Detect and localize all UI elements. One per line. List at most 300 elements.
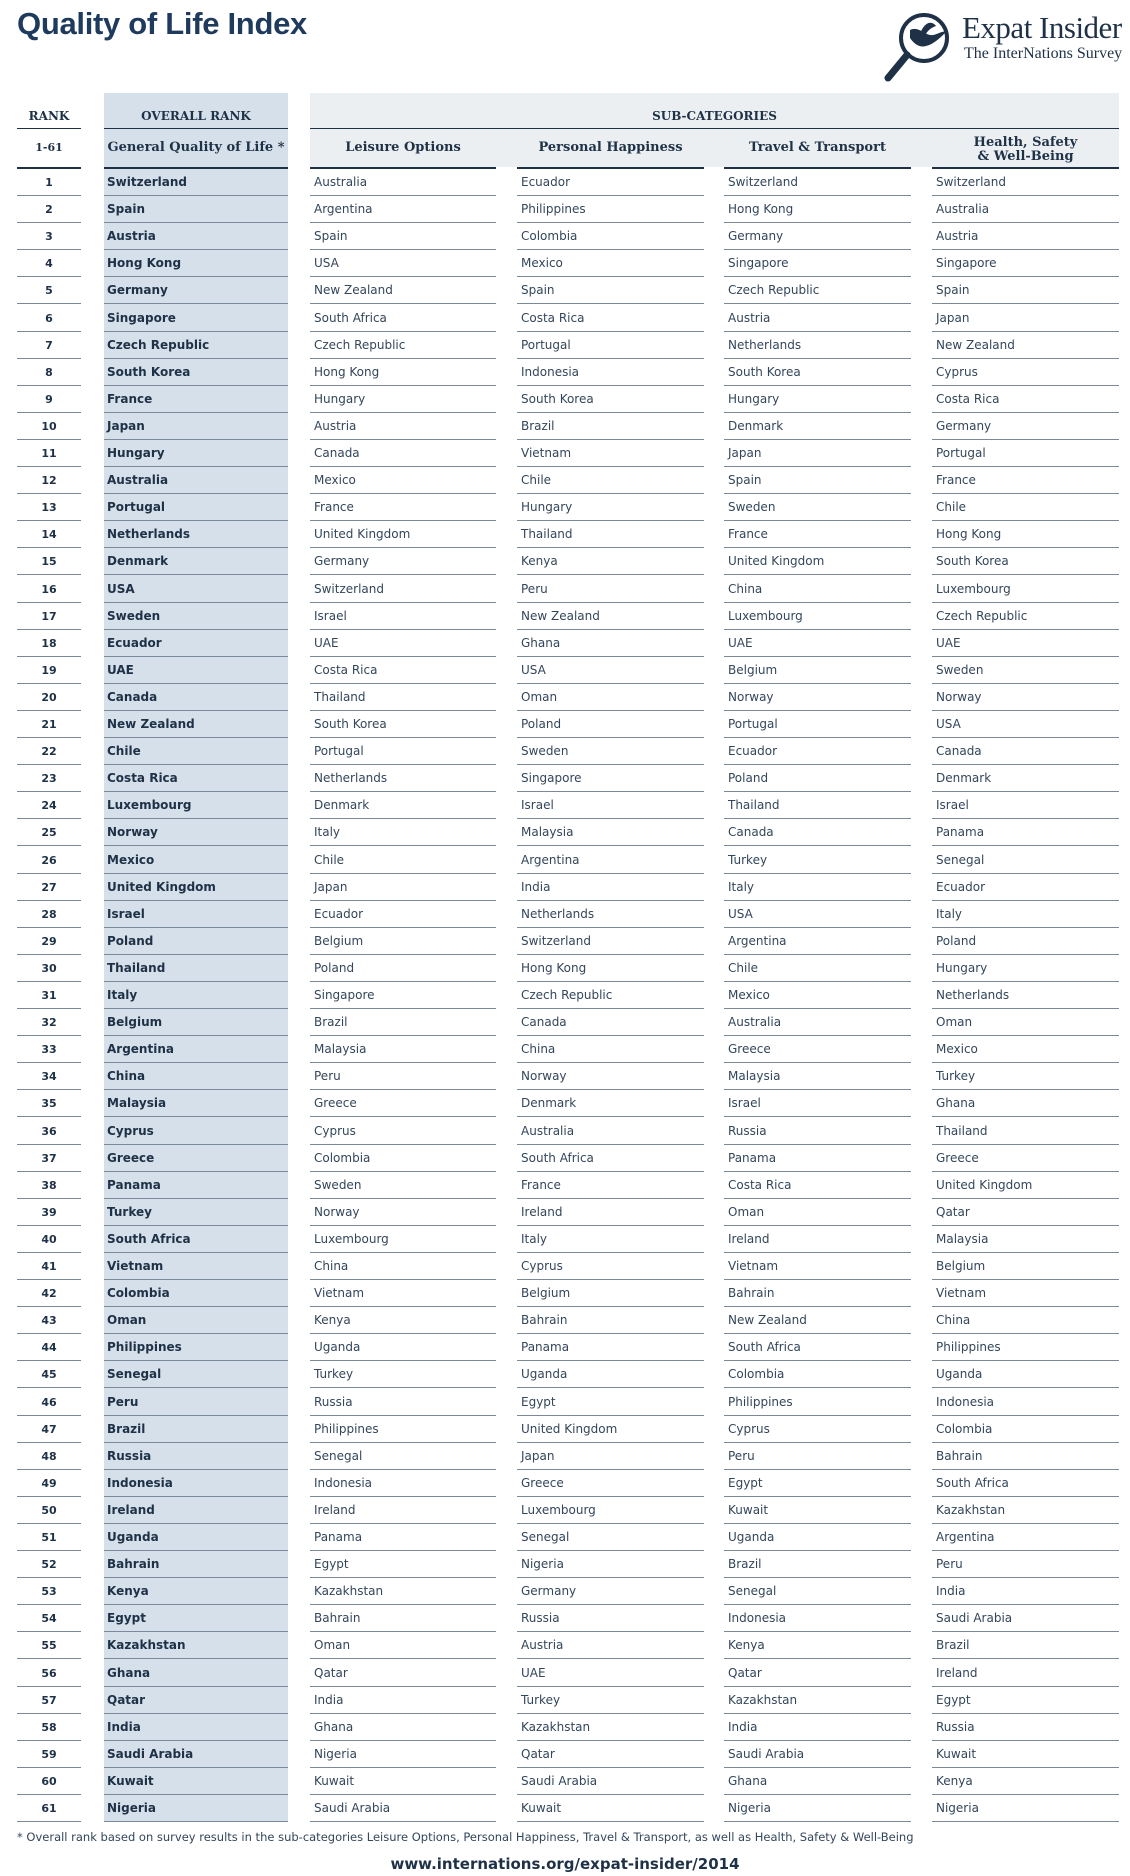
leisure-cell: United Kingdom [310, 521, 496, 548]
travel-cell: Ireland [724, 1226, 911, 1253]
happiness-cell: Australia [517, 1118, 704, 1145]
table-row [0, 1741, 1130, 1768]
leisure-cell: Poland [310, 955, 496, 982]
happiness-cell: Luxembourg [517, 1497, 704, 1524]
leisure-cell: Hong Kong [310, 359, 496, 386]
health-cell: Italy [932, 901, 1119, 928]
travel-cell: Poland [724, 765, 911, 792]
health-cell: Egypt [932, 1687, 1119, 1714]
travel-cell: Canada [724, 819, 911, 846]
table-row [0, 1145, 1130, 1172]
health-cell: Hong Kong [932, 521, 1119, 548]
happiness-cell: Indonesia [517, 359, 704, 386]
leisure-cell: UAE [310, 630, 496, 657]
overall-cell: Panama [104, 1172, 288, 1199]
rank-cell: 44 [17, 1334, 81, 1361]
travel-cell: Argentina [724, 928, 911, 955]
leisure-cell: Malaysia [310, 1036, 496, 1063]
overall-cell: Philippines [104, 1334, 288, 1361]
rank-cell: 15 [17, 548, 81, 575]
leisure-cell: India [310, 1687, 496, 1714]
happiness-cell: Israel [517, 792, 704, 819]
health-cell: United Kingdom [932, 1172, 1119, 1199]
leisure-cell: Philippines [310, 1416, 496, 1443]
leisure-cell: New Zealand [310, 277, 496, 304]
rank-cell: 5 [17, 277, 81, 304]
overall-cell: Saudi Arabia [104, 1741, 288, 1768]
travel-cell: Netherlands [724, 332, 911, 359]
travel-cell: South Korea [724, 359, 911, 386]
rank-cell: 11 [17, 440, 81, 467]
travel-cell: Thailand [724, 792, 911, 819]
table-row [0, 1172, 1130, 1199]
rank-cell: 21 [17, 711, 81, 738]
source-url[interactable]: www.internations.org/expat-insider/2014 [390, 1855, 740, 1873]
rank-cell: 22 [17, 738, 81, 765]
health-cell: Cyprus [932, 359, 1119, 386]
rank-cell: 45 [17, 1361, 81, 1388]
rank-cell: 17 [17, 603, 81, 630]
leisure-cell: Costa Rica [310, 657, 496, 684]
leisure-cell: Austria [310, 413, 496, 440]
rank-cell: 8 [17, 359, 81, 386]
health-cell: Mexico [932, 1036, 1119, 1063]
rank-cell: 39 [17, 1199, 81, 1226]
table-row [0, 819, 1130, 846]
overall-cell: Nigeria [104, 1795, 288, 1822]
happiness-cell: Switzerland [517, 928, 704, 955]
health-cell: South Korea [932, 548, 1119, 575]
overall-cell: South Korea [104, 359, 288, 386]
health-cell: Ireland [932, 1660, 1119, 1687]
happiness-cell: Kazakhstan [517, 1714, 704, 1741]
health-cell: Spain [932, 277, 1119, 304]
travel-cell: France [724, 521, 911, 548]
overall-cell: Japan [104, 413, 288, 440]
overall-cell: New Zealand [104, 711, 288, 738]
health-cell: South Africa [932, 1470, 1119, 1497]
table-row [0, 494, 1130, 521]
table-row [0, 1226, 1130, 1253]
travel-cell: Indonesia [724, 1605, 911, 1632]
leisure-cell: USA [310, 250, 496, 277]
overall-cell: Egypt [104, 1605, 288, 1632]
leisure-cell: Colombia [310, 1145, 496, 1172]
health-header [932, 136, 1119, 164]
leisure-header: Leisure Options [345, 140, 461, 155]
rank-cell: 27 [17, 874, 81, 901]
table-row [0, 630, 1130, 657]
travel-cell: Peru [724, 1443, 911, 1470]
health-cell: Poland [932, 928, 1119, 955]
leisure-cell: Uganda [310, 1334, 496, 1361]
happiness-cell: South Korea [517, 386, 704, 413]
overall-cell: Kazakhstan [104, 1632, 288, 1659]
rank-cell: 41 [17, 1253, 81, 1280]
table-row [0, 684, 1130, 711]
travel-cell: Kuwait [724, 1497, 911, 1524]
health-cell: Panama [932, 819, 1119, 846]
rank-cell: 2 [17, 196, 81, 223]
overall-cell: Czech Republic [104, 332, 288, 359]
table-row [0, 1036, 1130, 1063]
happiness-cell: Vietnam [517, 440, 704, 467]
happiness-cell: Canada [517, 1009, 704, 1036]
travel-cell: Spain [724, 467, 911, 494]
table-row [0, 792, 1130, 819]
happiness-cell: Cyprus [517, 1253, 704, 1280]
overall-cell: Oman [104, 1307, 288, 1334]
rank-cell: 42 [17, 1280, 81, 1307]
health-cell: India [932, 1578, 1119, 1605]
happiness-cell: Uganda [517, 1361, 704, 1388]
rank-cell: 55 [17, 1632, 81, 1659]
table-row [0, 1009, 1130, 1036]
overall-cell: Mexico [104, 847, 288, 874]
happiness-cell: France [517, 1172, 704, 1199]
travel-cell: Turkey [724, 847, 911, 874]
travel-cell: New Zealand [724, 1307, 911, 1334]
rank-cell: 29 [17, 928, 81, 955]
table-row [0, 305, 1130, 332]
overall-cell: Denmark [104, 548, 288, 575]
health-cell: China [932, 1307, 1119, 1334]
overall-cell: USA [104, 576, 288, 603]
leisure-cell: China [310, 1253, 496, 1280]
health-cell: Colombia [932, 1416, 1119, 1443]
travel-cell: United Kingdom [724, 548, 911, 575]
travel-cell: Denmark [724, 413, 911, 440]
travel-cell: Russia [724, 1118, 911, 1145]
happiness-cell: Portugal [517, 332, 704, 359]
rank-cell: 47 [17, 1416, 81, 1443]
overall-cell: Thailand [104, 955, 288, 982]
table-row [0, 250, 1130, 277]
health-cell: Austria [932, 223, 1119, 250]
health-cell: Greece [932, 1145, 1119, 1172]
table-row [0, 1253, 1130, 1280]
health-cell: Israel [932, 792, 1119, 819]
rank-cell: 54 [17, 1605, 81, 1632]
happiness-cell: USA [517, 657, 704, 684]
table-row [0, 169, 1130, 196]
health-cell: Costa Rica [932, 386, 1119, 413]
health-cell: Australia [932, 196, 1119, 223]
leisure-cell: Australia [310, 169, 496, 196]
health-header-line1: Health, Safety [973, 135, 1078, 150]
travel-cell: Ghana [724, 1768, 911, 1795]
leisure-cell: Israel [310, 603, 496, 630]
overall-cell: Indonesia [104, 1470, 288, 1497]
travel-cell: Bahrain [724, 1280, 911, 1307]
rank-cell: 34 [17, 1063, 81, 1090]
travel-cell: Qatar [724, 1660, 911, 1687]
leisure-cell: Luxembourg [310, 1226, 496, 1253]
leisure-cell: Greece [310, 1090, 496, 1117]
travel-cell: Japan [724, 440, 911, 467]
table-row [0, 928, 1130, 955]
rank-cell: 3 [17, 223, 81, 250]
table-row [0, 196, 1130, 223]
happiness-cell: Spain [517, 277, 704, 304]
overall-cell: France [104, 386, 288, 413]
table-row [0, 1063, 1130, 1090]
happiness-cell: Oman [517, 684, 704, 711]
table-row [0, 1361, 1130, 1388]
leisure-cell: Denmark [310, 792, 496, 819]
happiness-header: Personal Happiness [538, 140, 683, 155]
table-row [0, 386, 1130, 413]
rank-cell: 18 [17, 630, 81, 657]
rank-cell: 50 [17, 1497, 81, 1524]
happiness-cell: Poland [517, 711, 704, 738]
rank-cell: 46 [17, 1389, 81, 1416]
table-row [0, 1443, 1130, 1470]
rank-cell: 14 [17, 521, 81, 548]
table-row [0, 413, 1130, 440]
table-row [0, 1551, 1130, 1578]
health-cell: Kenya [932, 1768, 1119, 1795]
overall-cell: Peru [104, 1389, 288, 1416]
table-row [0, 603, 1130, 630]
table-row [0, 1632, 1130, 1659]
health-cell: New Zealand [932, 332, 1119, 359]
rank-cell: 56 [17, 1660, 81, 1687]
happiness-cell: Argentina [517, 847, 704, 874]
happiness-cell: Colombia [517, 223, 704, 250]
travel-cell: Philippines [724, 1389, 911, 1416]
overall-subheader: General Quality of Life * [107, 140, 285, 155]
overall-cell: Malaysia [104, 1090, 288, 1117]
travel-cell: Kazakhstan [724, 1687, 911, 1714]
leisure-cell: Qatar [310, 1660, 496, 1687]
expat-insider-logo [880, 8, 1123, 88]
overall-cell: Costa Rica [104, 765, 288, 792]
happiness-cell: Thailand [517, 521, 704, 548]
health-cell: Germany [932, 413, 1119, 440]
overall-cell: China [104, 1063, 288, 1090]
logo-subtitle: The InterNations Survey [964, 45, 1123, 62]
leisure-cell: Egypt [310, 1551, 496, 1578]
health-cell: Vietnam [932, 1280, 1119, 1307]
happiness-cell: Netherlands [517, 901, 704, 928]
leisure-cell: Panama [310, 1524, 496, 1551]
leisure-cell: Cyprus [310, 1118, 496, 1145]
table-row [0, 1389, 1130, 1416]
table-row [0, 847, 1130, 874]
leisure-cell: Russia [310, 1389, 496, 1416]
table-row [0, 1687, 1130, 1714]
leisure-cell: Kenya [310, 1307, 496, 1334]
overall-cell: Ecuador [104, 630, 288, 657]
happiness-cell: Denmark [517, 1090, 704, 1117]
leisure-cell: Senegal [310, 1443, 496, 1470]
health-cell: Kuwait [932, 1741, 1119, 1768]
overall-cell: Austria [104, 223, 288, 250]
table-row [0, 1578, 1130, 1605]
rank-cell: 9 [17, 386, 81, 413]
travel-cell: Italy [724, 874, 911, 901]
travel-cell: Egypt [724, 1470, 911, 1497]
health-cell: Ecuador [932, 874, 1119, 901]
rank-cell: 52 [17, 1551, 81, 1578]
table-row [0, 1497, 1130, 1524]
rank-cell: 38 [17, 1172, 81, 1199]
leisure-cell: Mexico [310, 467, 496, 494]
overall-cell: Colombia [104, 1280, 288, 1307]
page-title: Quality of Life Index [17, 6, 307, 41]
health-cell: Chile [932, 494, 1119, 521]
table-row [0, 1524, 1130, 1551]
travel-cell: Singapore [724, 250, 911, 277]
overall-cell: Vietnam [104, 1253, 288, 1280]
overall-cell: Sweden [104, 603, 288, 630]
leisure-cell: Czech Republic [310, 332, 496, 359]
health-cell: Japan [932, 305, 1119, 332]
happiness-cell: Chile [517, 467, 704, 494]
health-cell: Uganda [932, 1361, 1119, 1388]
health-cell: Philippines [932, 1334, 1119, 1361]
leisure-cell: Switzerland [310, 576, 496, 603]
rank-cell: 6 [17, 305, 81, 332]
travel-cell: Austria [724, 305, 911, 332]
health-cell: Belgium [932, 1253, 1119, 1280]
rank-cell: 19 [17, 657, 81, 684]
leisure-cell: Saudi Arabia [310, 1795, 496, 1822]
rank-cell: 36 [17, 1118, 81, 1145]
travel-cell: Ecuador [724, 738, 911, 765]
table-row [0, 765, 1130, 792]
happiness-cell: Norway [517, 1063, 704, 1090]
rank-cell: 25 [17, 819, 81, 846]
travel-cell: Uganda [724, 1524, 911, 1551]
health-cell: Thailand [932, 1118, 1119, 1145]
rank-cell: 32 [17, 1009, 81, 1036]
table-row [0, 955, 1130, 982]
travel-cell: Saudi Arabia [724, 1741, 911, 1768]
travel-cell: Israel [724, 1090, 911, 1117]
travel-cell: Luxembourg [724, 603, 911, 630]
table-row [0, 1199, 1130, 1226]
logo-title: Expat Insider [962, 10, 1122, 45]
table-row [0, 1334, 1130, 1361]
health-cell: Oman [932, 1009, 1119, 1036]
health-cell: Brazil [932, 1632, 1119, 1659]
overall-cell: Israel [104, 901, 288, 928]
happiness-cell: Malaysia [517, 819, 704, 846]
overall-cell: Kuwait [104, 1768, 288, 1795]
rank-cell: 16 [17, 576, 81, 603]
overall-cell: Argentina [104, 1036, 288, 1063]
happiness-cell: New Zealand [517, 603, 704, 630]
overall-cell: India [104, 1714, 288, 1741]
travel-cell: USA [724, 901, 911, 928]
table-row [0, 1118, 1130, 1145]
table-row [0, 1307, 1130, 1334]
travel-header: Travel & Transport [749, 140, 886, 155]
table-row [0, 277, 1130, 304]
happiness-cell: Kenya [517, 548, 704, 575]
leisure-cell: Kazakhstan [310, 1578, 496, 1605]
health-cell: Portugal [932, 440, 1119, 467]
overall-cell: Portugal [104, 494, 288, 521]
travel-cell: Malaysia [724, 1063, 911, 1090]
leisure-cell: Bahrain [310, 1605, 496, 1632]
overall-cell: Italy [104, 982, 288, 1009]
happiness-cell: Egypt [517, 1389, 704, 1416]
overall-cell: Chile [104, 738, 288, 765]
travel-cell: Norway [724, 684, 911, 711]
travel-cell: Nigeria [724, 1795, 911, 1822]
overall-cell: Canada [104, 684, 288, 711]
overall-rank-header: OVERALL RANK [141, 109, 251, 123]
leisure-cell: South Korea [310, 711, 496, 738]
happiness-cell: Panama [517, 1334, 704, 1361]
rank-header: RANK [28, 109, 70, 123]
overall-cell: United Kingdom [104, 874, 288, 901]
leisure-cell: Vietnam [310, 1280, 496, 1307]
leisure-cell: Oman [310, 1632, 496, 1659]
travel-cell: Brazil [724, 1551, 911, 1578]
overall-cell: Turkey [104, 1199, 288, 1226]
leisure-cell: Kuwait [310, 1768, 496, 1795]
table-row [0, 1795, 1130, 1822]
overall-cell: UAE [104, 657, 288, 684]
leisure-cell: Japan [310, 874, 496, 901]
leisure-cell: Hungary [310, 386, 496, 413]
happiness-cell: Belgium [517, 1280, 704, 1307]
rank-cell: 59 [17, 1741, 81, 1768]
happiness-cell: Germany [517, 1578, 704, 1605]
table-row [0, 1470, 1130, 1497]
travel-cell: Chile [724, 955, 911, 982]
table-row [0, 359, 1130, 386]
table-row [0, 1660, 1130, 1687]
rank-cell: 57 [17, 1687, 81, 1714]
leisure-cell: Turkey [310, 1361, 496, 1388]
rank-range-header: 1-61 [35, 141, 63, 154]
leisure-cell: France [310, 494, 496, 521]
overall-cell: Singapore [104, 305, 288, 332]
table-row [0, 548, 1130, 575]
leisure-cell: Ireland [310, 1497, 496, 1524]
happiness-cell: Peru [517, 576, 704, 603]
happiness-cell: United Kingdom [517, 1416, 704, 1443]
happiness-cell: South Africa [517, 1145, 704, 1172]
leisure-cell: Spain [310, 223, 496, 250]
leisure-cell: Thailand [310, 684, 496, 711]
happiness-cell: Sweden [517, 738, 704, 765]
health-cell: Malaysia [932, 1226, 1119, 1253]
happiness-cell: Japan [517, 1443, 704, 1470]
happiness-cell: Brazil [517, 413, 704, 440]
rank-cell: 35 [17, 1090, 81, 1117]
overall-cell: Ghana [104, 1660, 288, 1687]
overall-cell: Luxembourg [104, 792, 288, 819]
overall-cell: Kenya [104, 1578, 288, 1605]
overall-cell: Germany [104, 277, 288, 304]
overall-cell: Spain [104, 196, 288, 223]
rank-cell: 37 [17, 1145, 81, 1172]
leisure-cell: Norway [310, 1199, 496, 1226]
rank-cell: 33 [17, 1036, 81, 1063]
health-cell: Senegal [932, 847, 1119, 874]
happiness-cell: Nigeria [517, 1551, 704, 1578]
travel-cell: Vietnam [724, 1253, 911, 1280]
leisure-cell: Indonesia [310, 1470, 496, 1497]
travel-cell: Hong Kong [724, 196, 911, 223]
leisure-cell: Argentina [310, 196, 496, 223]
